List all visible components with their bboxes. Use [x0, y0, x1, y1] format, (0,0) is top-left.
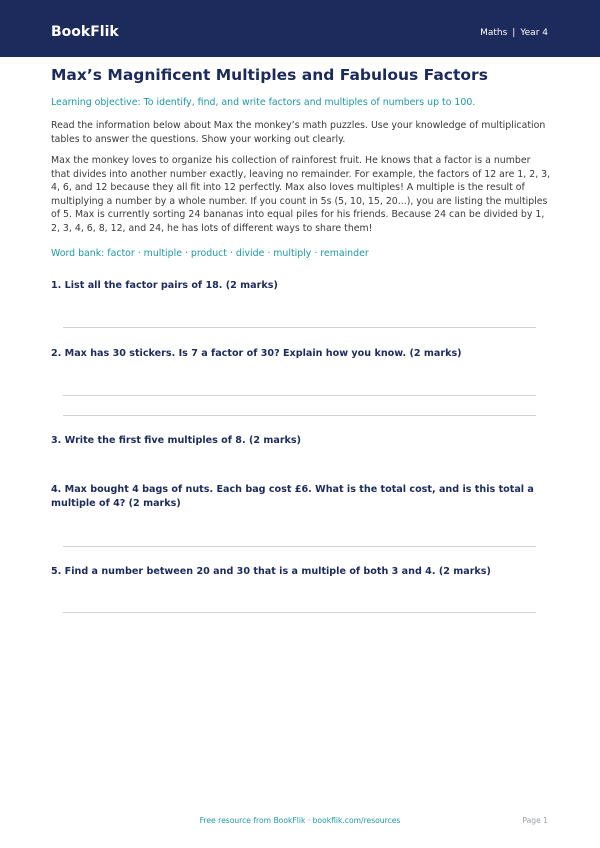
page-header — [0, 0, 600, 57]
question-5: 5. Find a number between 20 and 30 that is a multiple of both 3 and 4. (2 marks) — [51, 566, 491, 577]
word-bank: Word bank: factor · multiple · product · divide · multiply · remainder — [51, 248, 369, 259]
footer-source: Free resource from BookFlik · bookflik.com/resources — [199, 816, 401, 825]
answer-line[interactable] — [63, 415, 536, 416]
question-2: 2. Max has 30 stickers. Is 7 a factor of 30? Explain how you know. (2 marks) — [51, 348, 462, 359]
page-number: Page 1 — [522, 816, 548, 825]
answer-line[interactable] — [63, 546, 536, 547]
worksheet-title: Max’s Magnificent Multiples and Fabulous Factors — [51, 66, 488, 84]
answer-line[interactable] — [63, 395, 536, 396]
year-label: Year 4 — [520, 28, 548, 38]
answer-line[interactable] — [63, 327, 536, 328]
question-4: 4. Max bought 4 bags of nuts. Each bag cost £6. What is the total cost, and is this total a multiple of 4? (2 marks) — [51, 484, 534, 509]
subject-label: Maths — [480, 28, 508, 38]
brand-logo-text: BookFlik — [51, 24, 119, 40]
instructions-paragraph: Read the information below about Max the monkey’s math puzzles. Use your knowledge of multiplication tables to answer the questions. Show your working out clearly. — [51, 120, 546, 145]
answer-line[interactable] — [63, 612, 536, 613]
subject-year-tags — [480, 28, 548, 38]
question-3: 3. Write the first five multiples of 8. (2 marks) — [51, 435, 302, 446]
question-1: 1. List all the factor pairs of 18. (2 marks) — [51, 280, 278, 291]
learning-objective: Learning objective: To identify, find, and write factors and multiples of numbers up to 100. — [51, 97, 476, 108]
story-paragraph: Max the monkey loves to organize his collection of rainforest fruit. He knows that a factor is a number that divides into another number exactly, leaving no remainder. For example, the factors of 12 are 1, 2, 3, 4, 6, and 12 because they all fit into 12 perfectly. Max also loves multiples! A multiple is the result of multiplying a number by a whole number. If you count in 5s (5, 10, 15, 20...), you are listing the multiples of 5. Max is currently sorting 24 bananas into equal piles for his friends. Because 24 can be divided by 1, 2, 3, 4, 6, 8, 12, and 24, he has lots of different ways to share them! — [51, 155, 551, 234]
tag-separator: | — [512, 28, 516, 38]
